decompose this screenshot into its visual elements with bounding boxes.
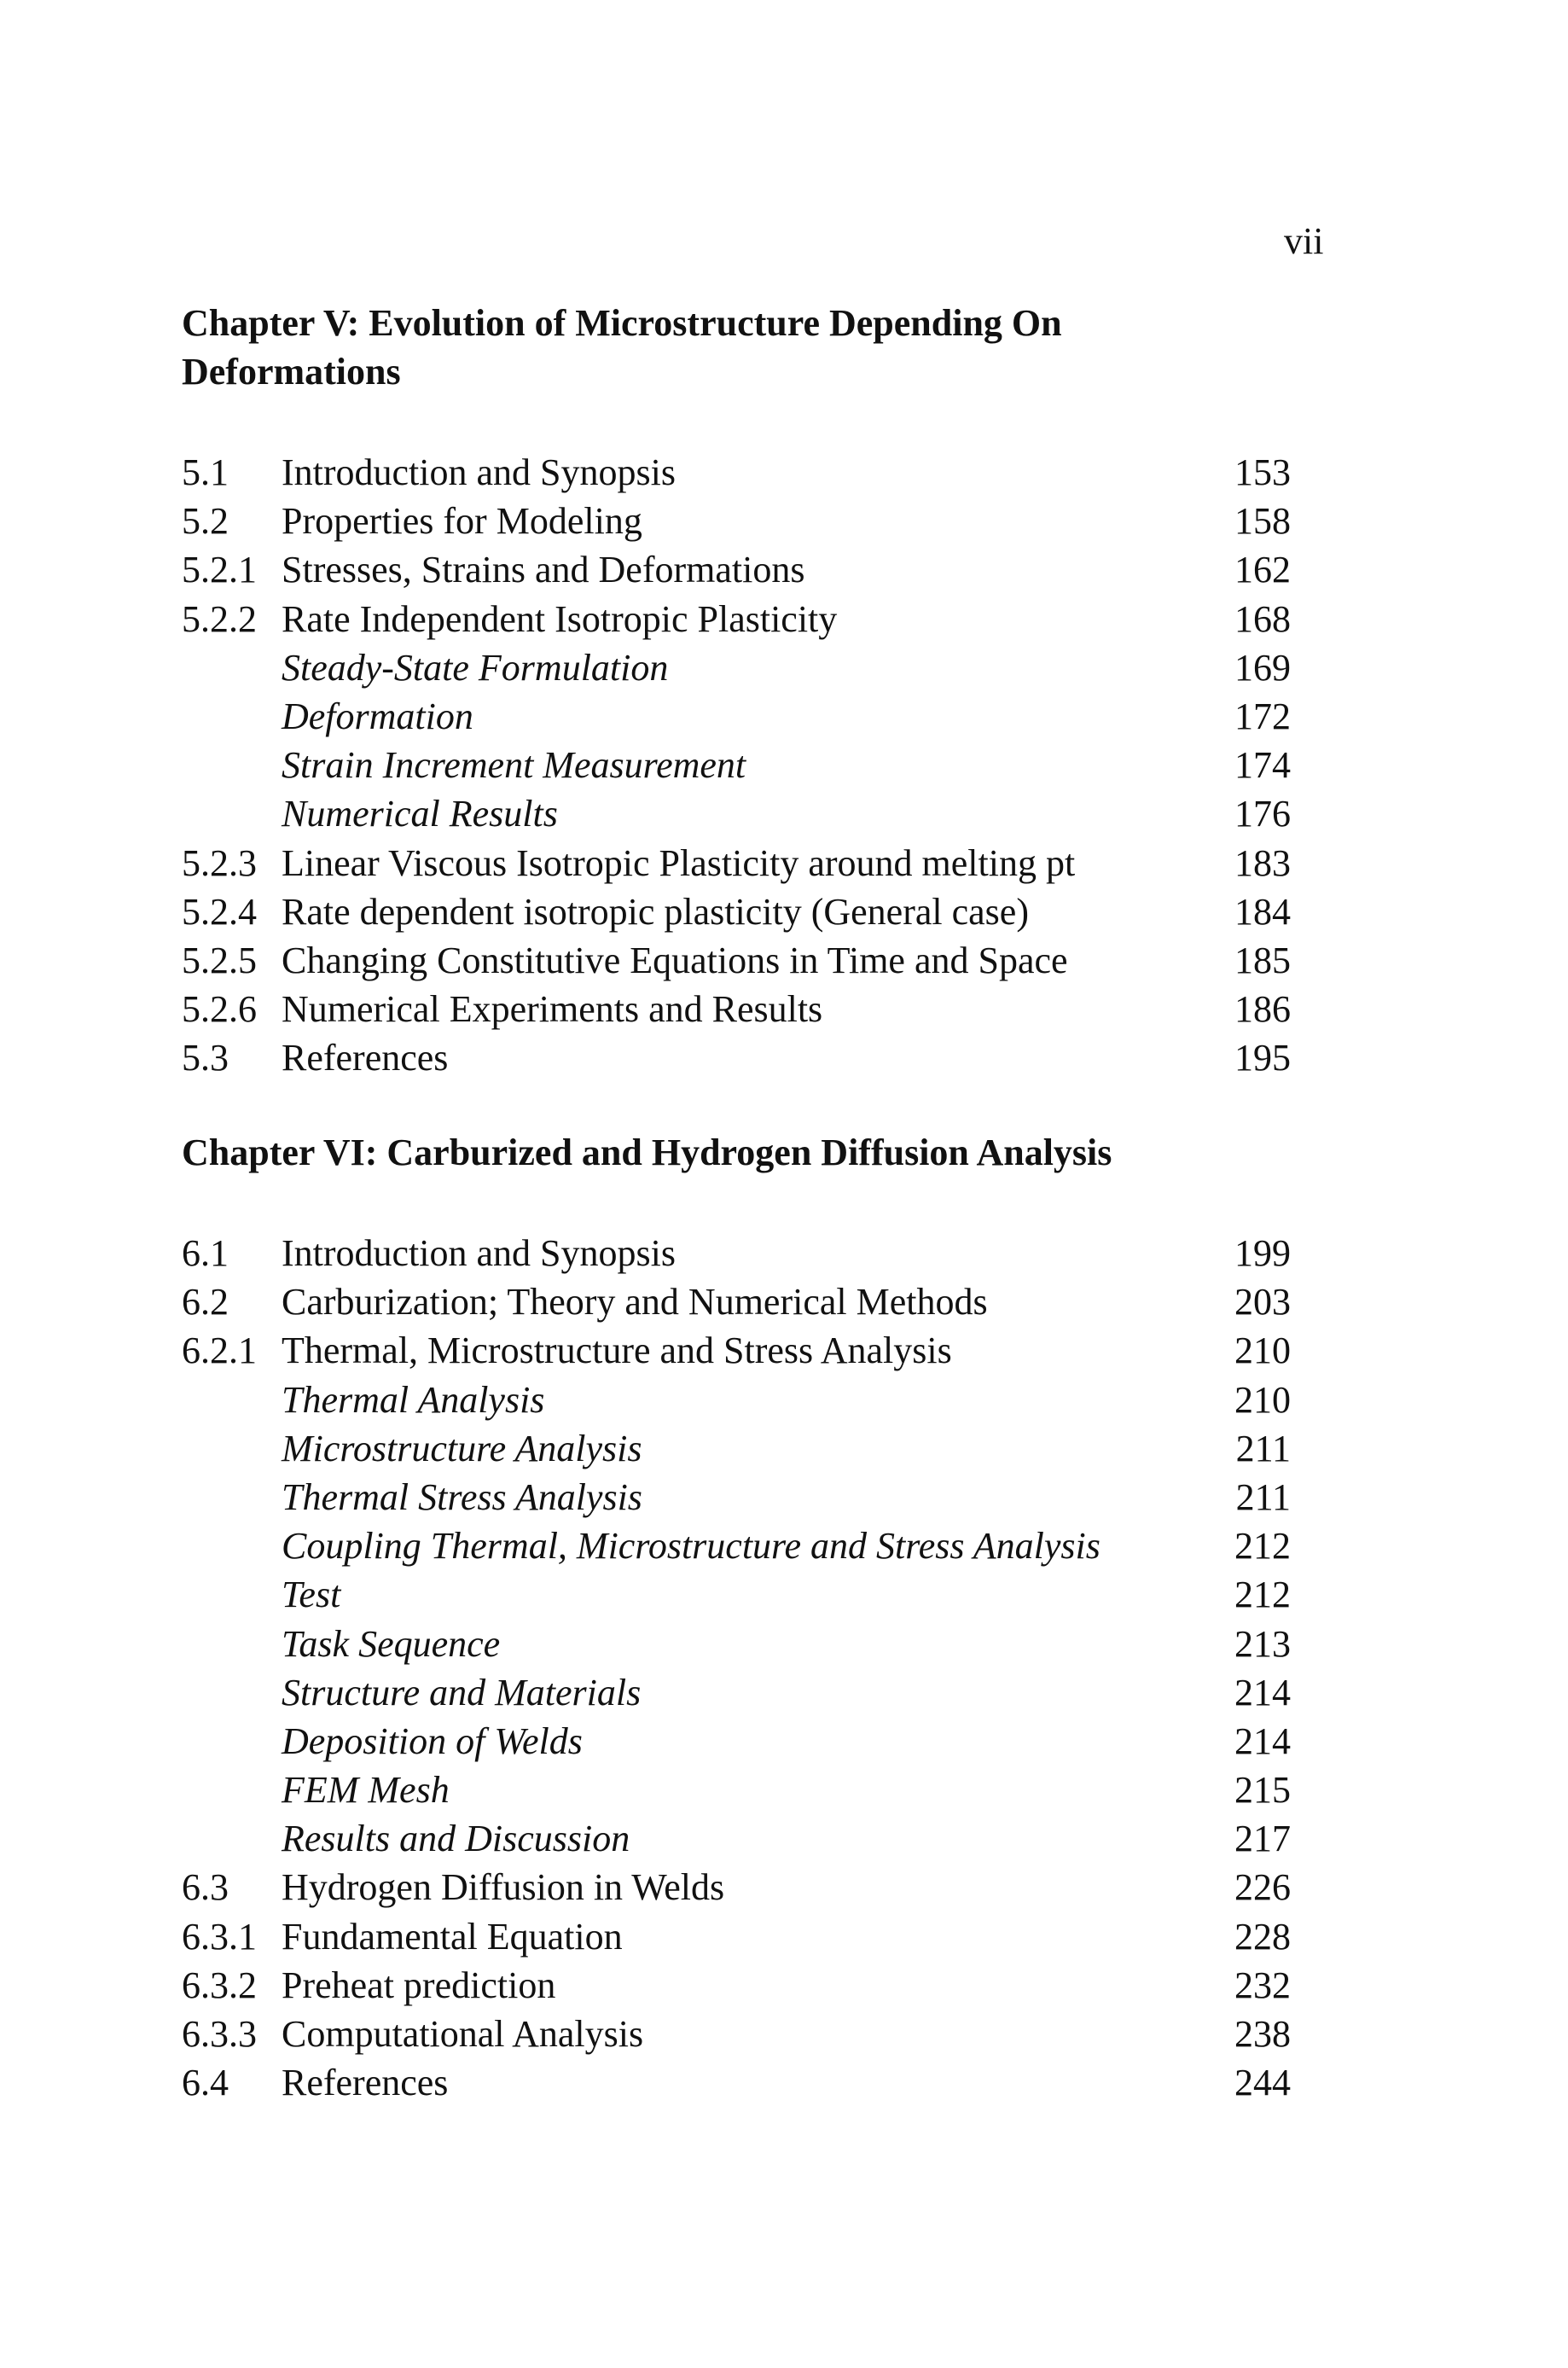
toc-entry-number: 6.2 bbox=[182, 1281, 229, 1324]
toc-entry-page: 212 bbox=[1234, 1525, 1291, 1568]
toc-entry-number: 6.3 bbox=[182, 1866, 229, 1909]
toc-entry-page: 238 bbox=[1234, 2013, 1291, 2055]
toc-entry-page: 211 bbox=[1235, 1427, 1291, 1469]
toc-entry bbox=[182, 887, 1291, 936]
toc-entry-title: Thermal, Microstructure and Stress Analysis bbox=[282, 1329, 952, 1372]
toc-entry-page: 211 bbox=[1235, 1475, 1291, 1518]
toc-subentry-title: Deposition of Welds bbox=[282, 1719, 583, 1762]
toc-entry-number: 5.2.3 bbox=[182, 841, 257, 884]
toc-entry bbox=[182, 497, 1291, 545]
toc-entry-title: References bbox=[282, 2062, 449, 2104]
toc-entry-page: 210 bbox=[1234, 1378, 1291, 1421]
page-number: vii bbox=[1284, 220, 1324, 262]
toc-entry bbox=[182, 936, 1291, 985]
toc-subentry-title: Steady-State Formulation bbox=[282, 646, 669, 689]
toc-entry-page: 186 bbox=[1234, 988, 1291, 1031]
toc-entry bbox=[182, 1814, 1291, 1863]
toc-entry-title: Introduction and Synopsis bbox=[282, 451, 676, 493]
toc-entry-page: 217 bbox=[1234, 1818, 1291, 1860]
toc-entry bbox=[182, 545, 1291, 594]
toc-entry-title: Hydrogen Diffusion in Welds bbox=[282, 1866, 725, 1909]
toc-entry-number: 6.1 bbox=[182, 1232, 229, 1274]
toc-entry bbox=[182, 1668, 1291, 1717]
toc-entry-title: Rate Independent Isotropic Plasticity bbox=[282, 597, 838, 640]
toc-entry-number: 6.2.1 bbox=[182, 1329, 257, 1372]
toc-entry bbox=[182, 741, 1291, 789]
toc-entry bbox=[182, 1326, 1291, 1375]
toc-subentry-title: Microstructure Analysis bbox=[282, 1427, 642, 1469]
chapter-5-title-line-1: Chapter V: Evolution of Microstructure Depending On bbox=[182, 302, 1062, 344]
toc-entry bbox=[182, 1473, 1291, 1521]
toc-entry-number: 5.1 bbox=[182, 451, 229, 493]
toc-subentry-title: Structure and Materials bbox=[282, 1671, 642, 1713]
toc-entry-page: 158 bbox=[1234, 500, 1291, 543]
chapter-5-title-line-2: Deformations bbox=[182, 351, 401, 393]
toc-entry bbox=[182, 595, 1291, 643]
toc-entry-page: 153 bbox=[1234, 451, 1291, 493]
toc-entry-number: 5.2.2 bbox=[182, 597, 257, 640]
toc-subentry-title: Results and Discussion bbox=[282, 1818, 630, 1860]
toc-entry-page: 183 bbox=[1234, 841, 1291, 884]
toc-entry bbox=[182, 1912, 1291, 1961]
toc-entry bbox=[182, 1229, 1291, 1277]
toc-subentry-title: Deformation bbox=[282, 695, 473, 737]
toc-entry bbox=[182, 692, 1291, 741]
toc-entry-number: 5.2 bbox=[182, 500, 229, 543]
toc-entry-title: Numerical Experiments and Results bbox=[282, 988, 823, 1031]
toc-entry-page: 172 bbox=[1234, 695, 1291, 737]
toc-entry-number: 5.2.5 bbox=[182, 939, 257, 981]
toc-subentry-title: FEM Mesh bbox=[282, 1769, 450, 1812]
toc-entry bbox=[182, 1376, 1291, 1424]
toc-entry-page: 162 bbox=[1234, 549, 1291, 591]
toc-entry-title: Linear Viscous Isotropic Plasticity around melting pt bbox=[282, 841, 1076, 884]
toc-subentry-title: Test bbox=[282, 1574, 341, 1616]
chapter-6-toc-list bbox=[182, 1229, 1291, 2107]
toc-entry-page: 168 bbox=[1234, 597, 1291, 640]
toc-entry-title: Changing Constitutive Equations in Time and Space bbox=[282, 939, 1068, 981]
toc-entry-page: 214 bbox=[1234, 1719, 1291, 1762]
toc-entry bbox=[182, 1570, 1291, 1619]
toc-entry-page: 244 bbox=[1234, 2062, 1291, 2104]
toc-entry-page: 203 bbox=[1234, 1281, 1291, 1324]
chapter-5-title bbox=[182, 299, 1062, 396]
toc-entry bbox=[182, 1717, 1291, 1766]
toc-entry-number: 6.3.3 bbox=[182, 2013, 257, 2055]
toc-entry-page: 228 bbox=[1234, 1915, 1291, 1958]
toc-entry bbox=[182, 839, 1291, 887]
toc-entry-number: 6.3.1 bbox=[182, 1915, 257, 1958]
toc-subentry-title: Strain Increment Measurement bbox=[282, 744, 746, 787]
chapter-6-title: Chapter VI: Carburized and Hydrogen Diffusion Analysis bbox=[182, 1132, 1112, 1173]
toc-entry bbox=[182, 1863, 1291, 1911]
toc-entry bbox=[182, 985, 1291, 1033]
toc-entry-number: 6.4 bbox=[182, 2062, 229, 2104]
toc-entry bbox=[182, 643, 1291, 692]
toc-subentry-title: Task Sequence bbox=[282, 1622, 501, 1665]
toc-entry-number: 5.2.1 bbox=[182, 549, 257, 591]
toc-entry-page: 210 bbox=[1234, 1329, 1291, 1372]
toc-entry bbox=[182, 1424, 1291, 1473]
toc-entry-number: 5.3 bbox=[182, 1037, 229, 1079]
toc-entry-page: 226 bbox=[1234, 1866, 1291, 1909]
toc-subentry-title: Coupling Thermal, Microstructure and Stress Analysis bbox=[282, 1525, 1101, 1568]
toc-entry-page: 214 bbox=[1234, 1671, 1291, 1713]
toc-entry-page: 213 bbox=[1234, 1622, 1291, 1665]
toc-entry-page: 176 bbox=[1234, 793, 1291, 835]
toc-entry-number: 5.2.6 bbox=[182, 988, 257, 1031]
toc-entry-page: 215 bbox=[1234, 1769, 1291, 1812]
toc-entry bbox=[182, 1277, 1291, 1326]
toc-entry-page: 232 bbox=[1234, 1964, 1291, 2006]
toc-entry-page: 212 bbox=[1234, 1574, 1291, 1616]
toc-entry bbox=[182, 1620, 1291, 1668]
toc-entry-page: 174 bbox=[1234, 744, 1291, 787]
toc-entry bbox=[182, 1521, 1291, 1570]
toc-entry bbox=[182, 2010, 1291, 2058]
toc-entry-title: Preheat prediction bbox=[282, 1964, 556, 2006]
toc-entry-title: References bbox=[282, 1037, 449, 1079]
toc-entry-title: Introduction and Synopsis bbox=[282, 1232, 676, 1274]
toc-entry bbox=[182, 789, 1291, 838]
toc-entry-page: 199 bbox=[1234, 1232, 1291, 1274]
toc-entry bbox=[182, 1766, 1291, 1814]
toc-entry bbox=[182, 448, 1291, 497]
chapter-5-toc-list bbox=[182, 448, 1291, 1082]
toc-entry-title: Carburization; Theory and Numerical Methods bbox=[282, 1281, 988, 1324]
toc-entry-number: 6.3.2 bbox=[182, 1964, 257, 2006]
toc-subentry-title: Numerical Results bbox=[282, 793, 558, 835]
toc-entry-page: 195 bbox=[1234, 1037, 1291, 1079]
toc-entry-page: 185 bbox=[1234, 939, 1291, 981]
toc-entry-title: Stresses, Strains and Deformations bbox=[282, 549, 805, 591]
toc-entry-page: 169 bbox=[1234, 646, 1291, 689]
toc-entry-title: Properties for Modeling bbox=[282, 500, 642, 543]
toc-entry-title: Rate dependent isotropic plasticity (General case) bbox=[282, 890, 1029, 933]
toc-subentry-title: Thermal Analysis bbox=[282, 1378, 545, 1421]
toc-entry bbox=[182, 2058, 1291, 2107]
toc-entry-title: Fundamental Equation bbox=[282, 1915, 623, 1958]
toc-entry-page: 184 bbox=[1234, 890, 1291, 933]
toc-entry-title: Computational Analysis bbox=[282, 2013, 644, 2055]
toc-entry bbox=[182, 1961, 1291, 2010]
toc-entry-number: 5.2.4 bbox=[182, 890, 257, 933]
toc-subentry-title: Thermal Stress Analysis bbox=[282, 1475, 642, 1518]
toc-entry bbox=[182, 1033, 1291, 1082]
